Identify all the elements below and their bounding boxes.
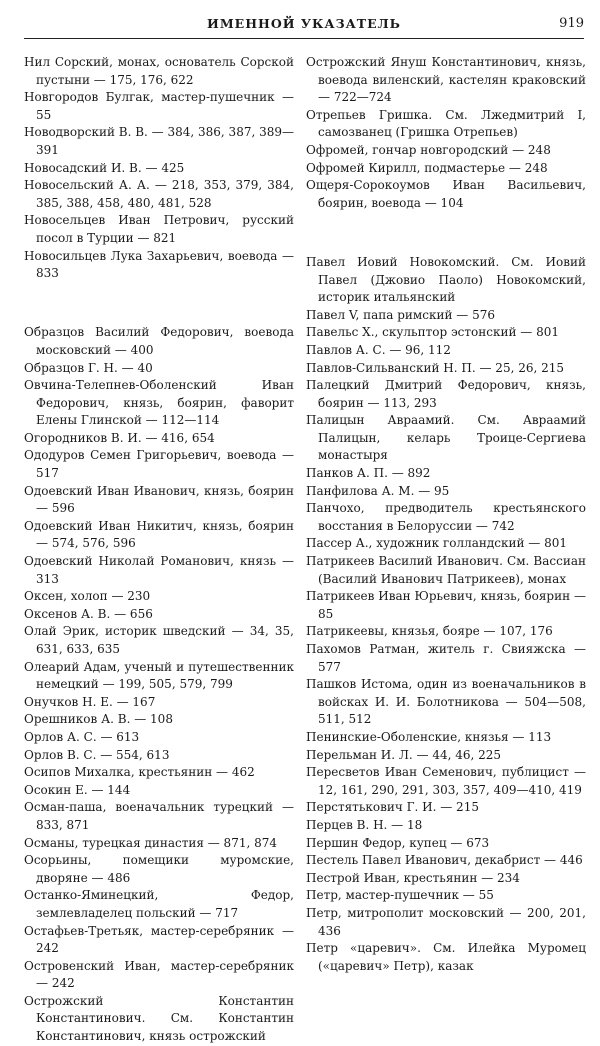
index-entry: Олай Эрик, историк шведский — 34, 35, 631, 633, 635 [24,624,294,656]
index-entry: Палицын Авраамий. См. Авраамий Палицын, келарь Троице-Сергиева монастыря [306,413,586,463]
index-entry: Орешников А. В. — 108 [24,712,173,727]
index-entry: Петр, мастер-пушечник — 55 [306,888,494,903]
page-number: 919 [559,16,584,31]
index-entry: Пенинские-Оболенские, князья — 113 [306,729,552,744]
index-entry: Пестель Павел Иванович, декабрист — 446 [306,853,583,868]
index-entry: Новосельский А. А. — 218, 353, 379, 384, 385, 388, 458, 480, 481, 528 [24,178,294,210]
index-entry: Нил Сорский, монах, основатель Сорской пустыни — 175, 176, 622 [24,55,294,87]
index-entry: Патрикеевы, князья, бояре — 107, 176 [306,624,553,639]
index-entry: Одоевский Иван Иванович, князь, боярин — 596 [24,483,294,516]
index-entry: Перцев В. Н. — 18 [306,817,423,832]
index-entry: Одоевский Иван Никитич, князь, боярин — 574, 576, 596 [24,518,294,551]
index-entry: Першин Федор, купец — 673 [306,835,490,850]
index-entry: Оксенов А. В. — 656 [24,606,153,621]
index-entry: Онучков Н. Е. — 167 [24,694,156,709]
index-entry: Петр, митрополит московский — 200, 201, 436 [306,905,586,938]
index-entry: Останко-Яминецкий, Федор, землевладелец польский — 717 [24,888,294,920]
index-entry: Пестрой Иван, крестьянин — 234 [306,870,520,885]
index-entry: Перельман И. Л. — 44, 46, 225 [306,747,502,762]
index-entry: Павел V, папа римский — 576 [306,307,495,322]
section-gap [306,224,586,242]
section-gap [24,295,294,313]
index-entry: Новосельцев Иван Петрович, русский посол в Турции — 821 [24,213,294,245]
index-entry: Панков А. П. — 892 [306,466,431,481]
index-entry: Новодворский В. В. — 384, 386, 387, 389—391 [24,125,294,157]
index-entry: Павлов-Сильванский Н. П. — 25, 26, 215 [306,360,565,375]
index-entry: Павел Иовий Новокомский. См. Иовий Павел (Джовио Паоло) Новокомский, историк итальянский [306,254,586,305]
index-entry: Одоевский Николай Романович, князь — 313 [24,554,294,586]
index-entry: Павлов А. С. — 96, 112 [306,342,451,357]
index-entry: Пересветов Иван Семенович, публицист — 12, 161, 290, 291, 303, 357, 409—410, 419 [306,765,586,797]
index-entry: Осорьины, помещики муромские, дворяне — 486 [24,853,294,885]
index-entry: Овчина-Телепнев-Оболенский Иван Федорович, князь, боярин, фаворит Елены Глинской — 112—114 [24,378,294,428]
index-entry: Османы, турецкая династия — 871, 874 [24,835,277,850]
index-entry: Павельс Х., скульптор эстонский — 801 [306,325,560,340]
index-entry: Остафьев-Третьяк, мастер-серебряник — 242 [24,923,294,956]
index-entry: Осипов Михалка, крестьянин — 462 [24,765,255,780]
index-entry: Острожский Януш Константинович, князь, воевода виленский, кастелян краковский — 722—724 [306,55,586,105]
index-entry: Петр «царевич». См. Илейка Муромец («царевич» Петр), казак [306,941,586,973]
running-header [24,8,584,39]
index-entry: Образцов Г. Н. — 40 [24,360,153,375]
index-entry: Патрикеев Василий Иванович. См. Вассиан (Василий Иванович Патрикеев), монах [306,554,586,586]
index-entry: Ододуров Семен Григорьевич, воевода — 517 [24,448,294,481]
index-entry: Пассер А., художник голландский — 801 [306,536,568,551]
index-entry: Офромей, гончар новгородский — 248 [306,142,551,157]
index-entry: Офромей Кирилл, подмастерье — 248 [306,160,548,175]
index-entry: Новосильцев Лука Захарьевич, воевода — 833 [24,248,294,281]
index-entry: Образцов Василий Федорович, воевода московский — 400 [24,325,294,357]
index-entry: Панчохо, предводитель крестьянского восстания в Белоруссии — 742 [306,501,586,533]
index-entry: Олеарий Адам, ученый и путешественник немецкий — 199, 505, 579, 799 [24,659,294,692]
index-entry: Палецкий Дмитрий Федорович, князь, боярин — 113, 293 [306,378,586,410]
index-entry: Оксен, холоп — 230 [24,589,151,604]
index-entry: Панфилова А. М. — 95 [306,483,450,498]
index-entry: Пахомов Ратман, житель г. Свияжска — 577 [306,642,586,674]
index-entry: Патрикеев Иван Юрьевич, князь, боярин — 85 [306,589,586,621]
index-entry: Новгородов Булгак, мастер-пушечник — 55 [24,90,294,122]
index-entry: Островенский Иван, мастер-серебряник — 242 [24,958,294,991]
index-entry: Орлов А. С. — 613 [24,729,140,744]
index-entry: Новосадский И. В. — 425 [24,160,185,175]
left-column [24,54,294,1046]
right-column [306,54,586,975]
index-entry: Орлов В. С. — 554, 613 [24,747,170,762]
index-entry: Перстятькович Г. И. — 215 [306,800,479,815]
index-entry: Острожский Константин Константинович. См. Константин Константинович, князь острожский [24,993,294,1044]
header-title: ИМЕННОЙ УКАЗАТЕЛЬ [207,16,401,31]
index-entry: Осман-паша, военачальник турецкий — 833, 871 [24,800,294,832]
index-entry: Ощеря-Сорокоумов Иван Васильевич, боярин, воевода — 104 [306,178,586,210]
index-entry: Осокин Е. — 144 [24,782,131,797]
index-entry: Отрепьев Гришка. См. Лжедмитрий I, самозванец (Гришка Отрепьев) [306,107,586,140]
index-entry: Пашков Истома, один из военачальников в войсках И. И. Болотникова — 504—508, 511, 512 [306,677,586,727]
index-entry: Огородников В. И. — 416, 654 [24,430,215,445]
